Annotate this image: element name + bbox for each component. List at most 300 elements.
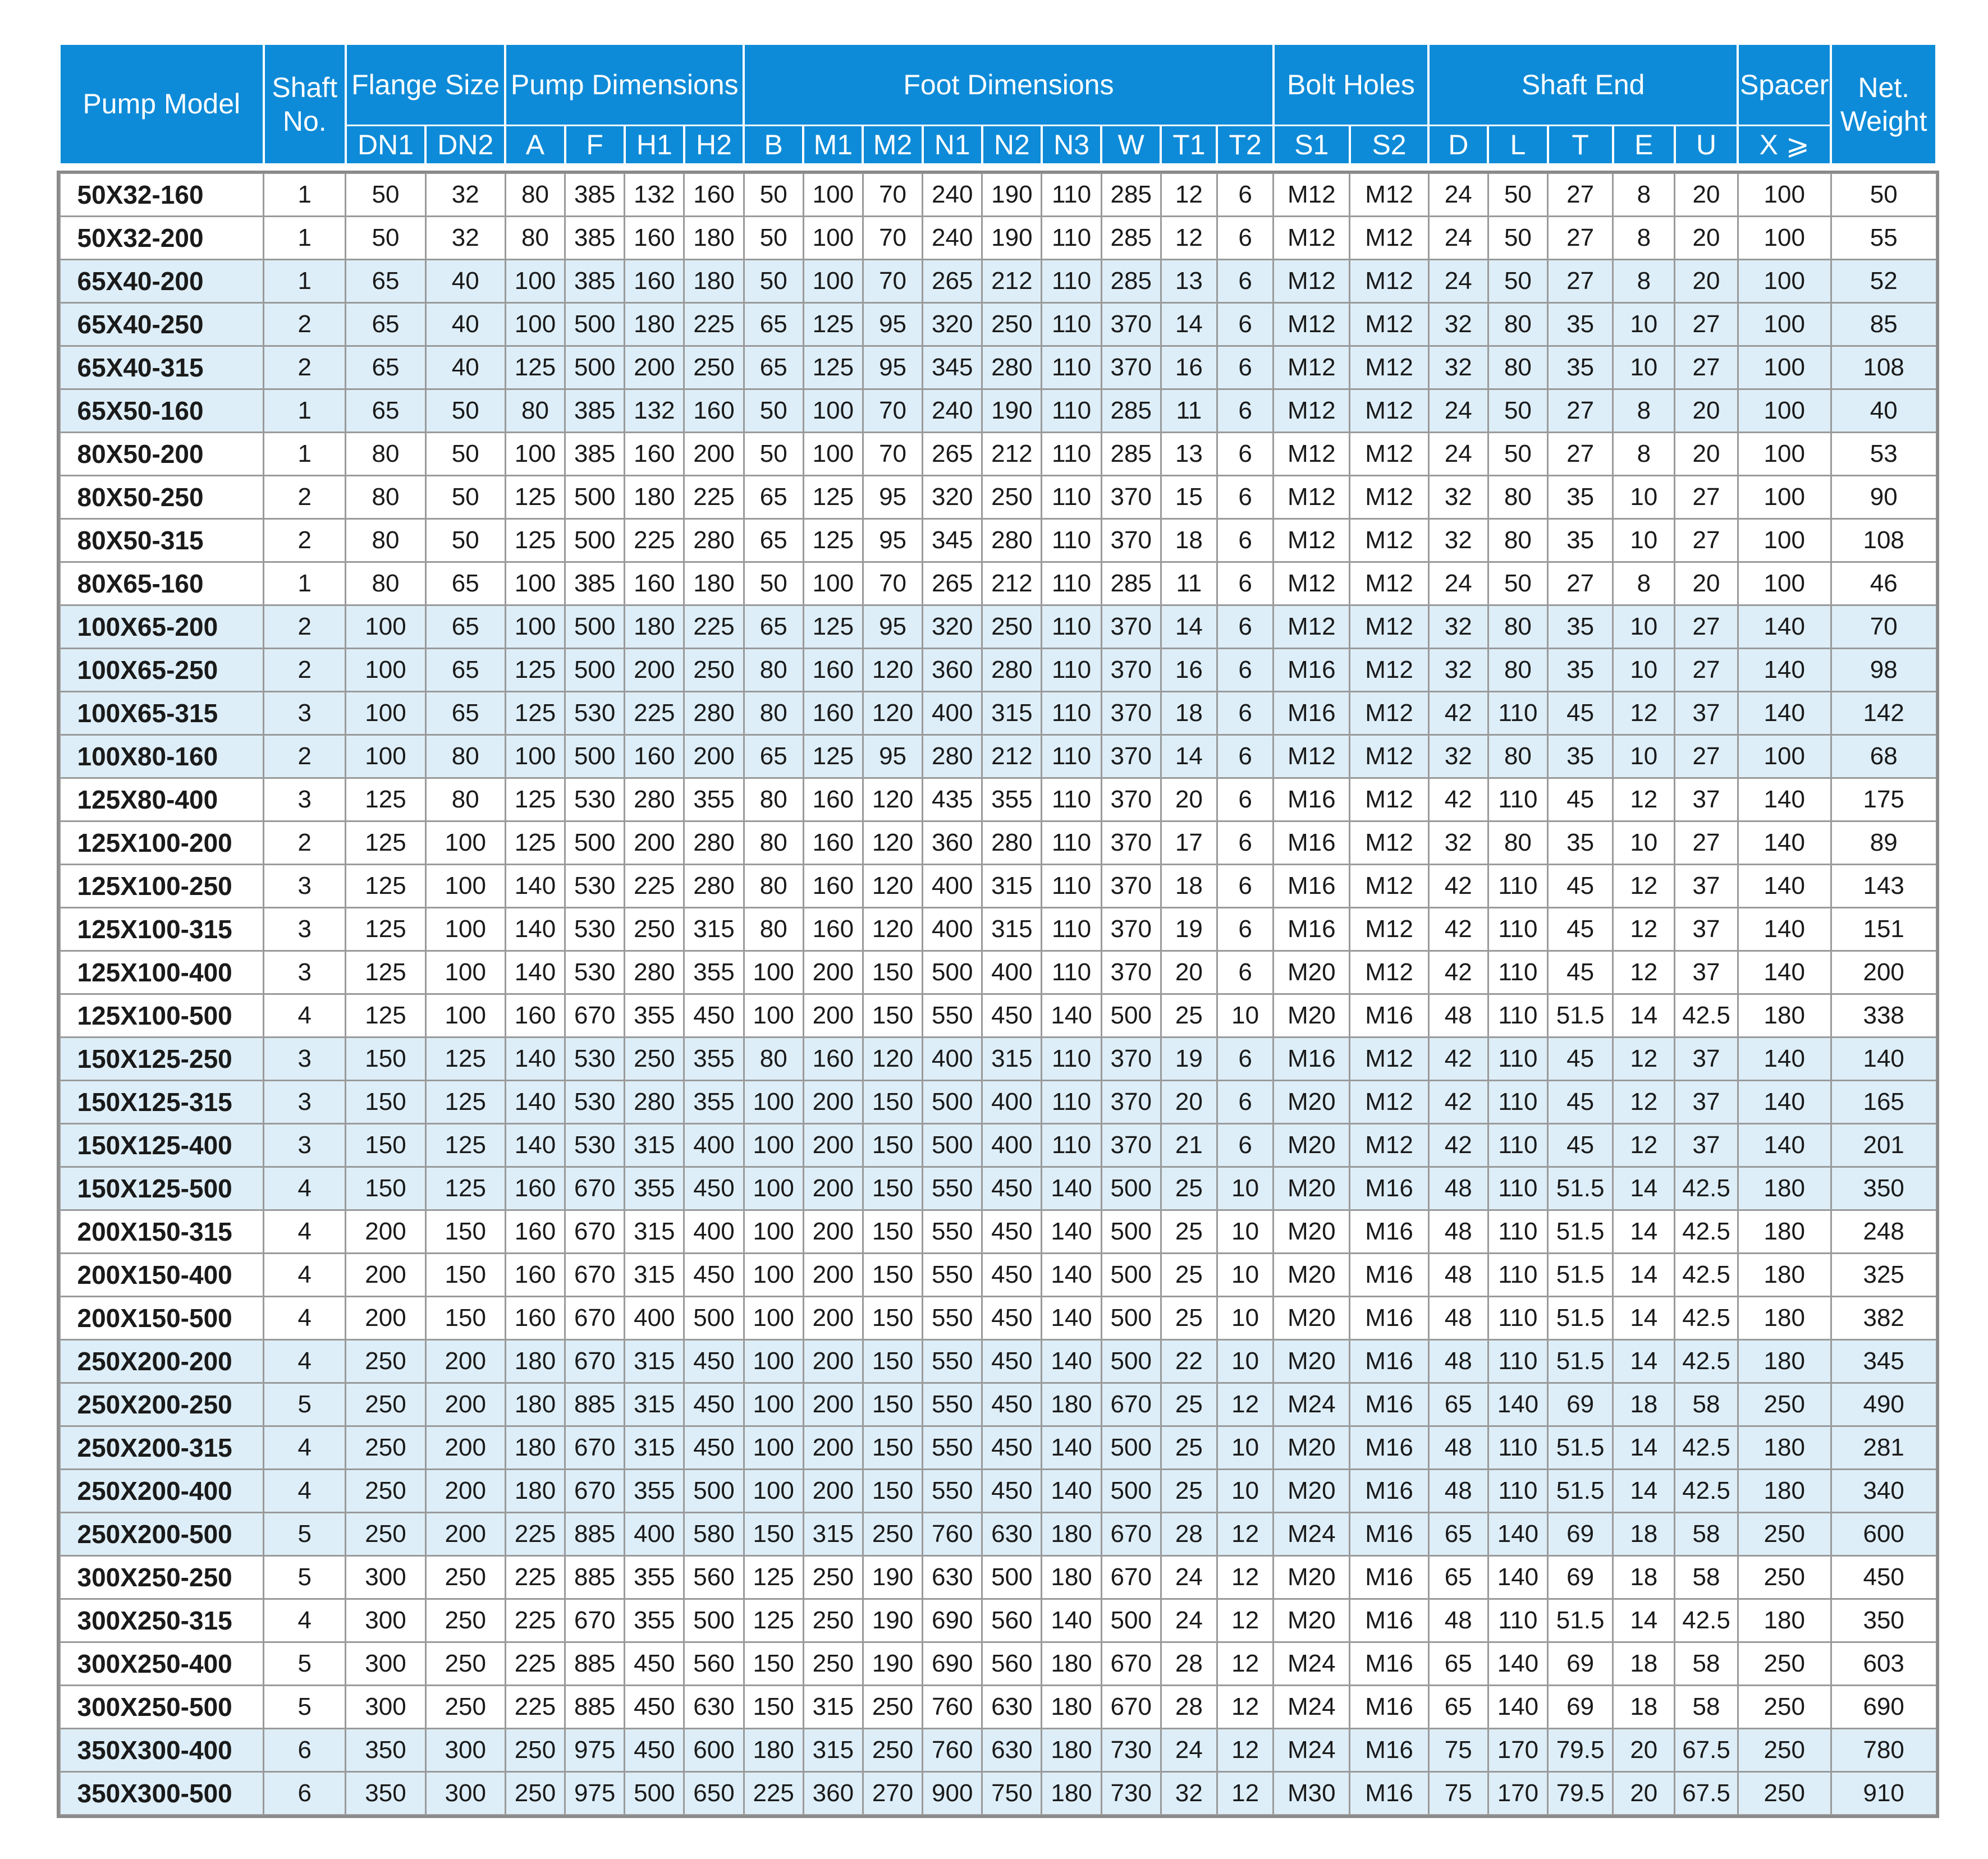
- table-cell: 110: [1042, 1038, 1101, 1081]
- subheader-cell: W: [1101, 126, 1161, 164]
- table-cell: 630: [684, 1686, 744, 1729]
- table-cell: 10: [1217, 1470, 1273, 1513]
- table-cell: 65: [346, 389, 425, 433]
- table-cell: 6: [1217, 173, 1273, 217]
- table-cell: 25: [1161, 1297, 1217, 1340]
- table-cell: 110: [1488, 1124, 1547, 1167]
- table-row: [59, 951, 1936, 994]
- table-cell: 10: [1217, 1210, 1273, 1254]
- table-cell: M12: [1350, 649, 1428, 692]
- table-cell: 25: [1161, 1254, 1217, 1297]
- table-cell: 125: [505, 476, 565, 519]
- table-cell: 140: [1738, 865, 1831, 908]
- table-cell: 100: [505, 303, 565, 346]
- table-cell: 37: [1675, 1124, 1738, 1167]
- table-cell: 160: [505, 1254, 565, 1297]
- header-flange-size: Flange Size: [346, 45, 506, 126]
- table-cell: 125: [346, 951, 425, 994]
- table-cell: 50: [425, 389, 505, 433]
- table-cell: 170: [1488, 1729, 1547, 1772]
- table-cell: 8: [1613, 173, 1675, 217]
- table-cell: 190: [863, 1556, 922, 1599]
- table-cell: 150: [425, 1254, 505, 1297]
- table-row: [59, 519, 1936, 562]
- table-cell: 18: [1613, 1383, 1675, 1426]
- pump-model-cell: 100X80-160: [59, 735, 264, 778]
- header-shaft-no-line1: Shaft: [272, 71, 338, 103]
- table-cell: 100: [803, 433, 863, 476]
- table-cell: 24: [1428, 260, 1488, 303]
- table-cell: 160: [625, 217, 684, 260]
- table-cell: 35: [1548, 476, 1613, 519]
- table-cell: 550: [923, 994, 982, 1038]
- table-cell: M16: [1350, 1254, 1428, 1297]
- table-cell: 28: [1161, 1513, 1217, 1556]
- table-cell: 285: [1101, 562, 1161, 605]
- table-cell: 120: [863, 821, 922, 865]
- table-cell: 110: [1042, 692, 1101, 735]
- table-cell: 250: [1738, 1772, 1831, 1815]
- table-cell: M16: [1350, 1642, 1428, 1686]
- table-cell: 450: [625, 1686, 684, 1729]
- pump-model-cell: 125X100-500: [59, 994, 264, 1038]
- table-cell: 180: [684, 562, 744, 605]
- table-cell: 20: [1675, 433, 1738, 476]
- table-cell: 360: [923, 821, 982, 865]
- table-row: [59, 1556, 1936, 1599]
- table-cell: 12: [1217, 1513, 1273, 1556]
- table-cell: 37: [1675, 1038, 1738, 1081]
- table-cell: 50: [1488, 260, 1547, 303]
- table-cell: 225: [625, 865, 684, 908]
- table-cell: 132: [625, 173, 684, 217]
- table-cell: 600: [684, 1729, 744, 1772]
- table-cell: 100: [1738, 389, 1831, 433]
- table-cell: 12: [1613, 951, 1675, 994]
- table-cell: 42.5: [1675, 1167, 1738, 1210]
- table-cell: 180: [1738, 1426, 1831, 1470]
- table-cell: 142: [1831, 692, 1936, 735]
- table-cell: 180: [1738, 1297, 1831, 1340]
- pump-model-cell: 150X125-315: [59, 1081, 264, 1124]
- table-cell: 110: [1042, 649, 1101, 692]
- table-cell: 2: [264, 649, 346, 692]
- table-cell: 100: [744, 1426, 803, 1470]
- subheader-cell: S1: [1274, 126, 1350, 164]
- table-cell: 2: [264, 303, 346, 346]
- table-cell: 48: [1428, 1470, 1488, 1513]
- table-cell: 6: [1217, 1081, 1273, 1124]
- table-cell: 370: [1101, 605, 1161, 649]
- table-cell: 400: [923, 1038, 982, 1081]
- table-cell: 285: [1101, 173, 1161, 217]
- table-cell: 50: [425, 433, 505, 476]
- table-cell: 150: [744, 1513, 803, 1556]
- table-cell: 300: [346, 1686, 425, 1729]
- table-cell: 32: [1428, 735, 1488, 778]
- table-cell: 45: [1548, 951, 1613, 994]
- table-cell: 285: [1101, 389, 1161, 433]
- table-cell: 65: [744, 303, 803, 346]
- table-cell: 3: [264, 908, 346, 951]
- table-cell: 370: [1101, 735, 1161, 778]
- table-cell: 125: [803, 346, 863, 389]
- table-row: [59, 778, 1936, 821]
- table-cell: 51.5: [1548, 1297, 1613, 1340]
- subheader-cell: L: [1488, 126, 1547, 164]
- table-cell: 80: [1488, 735, 1547, 778]
- table-cell: 325: [1831, 1254, 1936, 1297]
- table-cell: 100: [425, 865, 505, 908]
- table-cell: 14: [1613, 1297, 1675, 1340]
- table-cell: 69: [1548, 1383, 1613, 1426]
- pump-model-cell: 80X50-200: [59, 433, 264, 476]
- table-cell: 160: [625, 735, 684, 778]
- table-cell: 885: [565, 1686, 625, 1729]
- table-cell: 46: [1831, 562, 1936, 605]
- table-cell: 160: [803, 821, 863, 865]
- table-cell: 110: [1042, 476, 1101, 519]
- table-cell: 100: [1738, 346, 1831, 389]
- table-cell: M16: [1350, 1772, 1428, 1815]
- table-cell: M16: [1274, 865, 1350, 908]
- table-cell: 18: [1161, 692, 1217, 735]
- table-cell: 51.5: [1548, 1167, 1613, 1210]
- table-cell: 24: [1428, 433, 1488, 476]
- table-cell: 8: [1613, 433, 1675, 476]
- table-cell: 140: [1042, 1470, 1101, 1513]
- table-cell: 250: [425, 1642, 505, 1686]
- table-body: [59, 173, 1936, 1815]
- table-cell: 110: [1042, 260, 1101, 303]
- table-cell: 70: [863, 173, 922, 217]
- table-cell: 110: [1042, 735, 1101, 778]
- table-cell: M12: [1274, 605, 1350, 649]
- table-cell: 340: [1831, 1470, 1936, 1513]
- table-cell: 8: [1613, 217, 1675, 260]
- table-cell: 24: [1161, 1599, 1217, 1642]
- table-cell: 42: [1428, 778, 1488, 821]
- table-cell: 69: [1548, 1556, 1613, 1599]
- table-cell: 50: [1488, 562, 1547, 605]
- table-cell: M12: [1274, 562, 1350, 605]
- table-cell: 450: [625, 1729, 684, 1772]
- pump-model-cell: 65X50-160: [59, 389, 264, 433]
- table-cell: 530: [565, 778, 625, 821]
- table-cell: 42: [1428, 865, 1488, 908]
- table-cell: 40: [425, 346, 505, 389]
- table-cell: 100: [803, 562, 863, 605]
- table-cell: 300: [425, 1729, 505, 1772]
- table-cell: 18: [1161, 519, 1217, 562]
- table-cell: 400: [982, 1124, 1042, 1167]
- table-cell: 315: [625, 1210, 684, 1254]
- table-cell: 10: [1613, 346, 1675, 389]
- table-row: [59, 260, 1936, 303]
- pump-model-cell: 65X40-200: [59, 260, 264, 303]
- table-row: [59, 1383, 1936, 1426]
- table-cell: 500: [565, 649, 625, 692]
- table-cell: 65: [425, 649, 505, 692]
- table-cell: 100: [505, 605, 565, 649]
- table-cell: 200: [803, 1340, 863, 1383]
- table-cell: 25: [1161, 1470, 1217, 1513]
- table-cell: 140: [1042, 1297, 1101, 1340]
- table-cell: M16: [1274, 649, 1350, 692]
- table-cell: 14: [1161, 303, 1217, 346]
- table-cell: 280: [684, 865, 744, 908]
- table-cell: 17: [1161, 821, 1217, 865]
- table-cell: 550: [923, 1470, 982, 1513]
- table-cell: 6: [1217, 303, 1273, 346]
- table-cell: 212: [982, 433, 1042, 476]
- table-cell: 110: [1042, 173, 1101, 217]
- table-cell: 1: [264, 433, 346, 476]
- table-cell: 250: [863, 1729, 922, 1772]
- table-cell: 32: [1428, 605, 1488, 649]
- table-row: [59, 1297, 1936, 1340]
- table-cell: 65: [1428, 1556, 1488, 1599]
- table-cell: 250: [863, 1686, 922, 1729]
- table-cell: 6: [1217, 605, 1273, 649]
- table-cell: 385: [565, 260, 625, 303]
- table-cell: 35: [1548, 735, 1613, 778]
- table-cell: M16: [1350, 1599, 1428, 1642]
- table-cell: 300: [346, 1599, 425, 1642]
- table-cell: 12: [1161, 217, 1217, 260]
- table-cell: 180: [505, 1340, 565, 1383]
- table-cell: 35: [1548, 303, 1613, 346]
- table-cell: 80: [744, 908, 803, 951]
- table-cell: 100: [803, 389, 863, 433]
- table-cell: 200: [1831, 951, 1936, 994]
- table-cell: 110: [1488, 865, 1547, 908]
- table-cell: 42: [1428, 692, 1488, 735]
- table-cell: 100: [1738, 260, 1831, 303]
- table-cell: 16: [1161, 346, 1217, 389]
- table-cell: 58: [1675, 1513, 1738, 1556]
- table-cell: 225: [684, 605, 744, 649]
- table-cell: 200: [803, 1081, 863, 1124]
- table-cell: 350: [1831, 1167, 1936, 1210]
- table-cell: 140: [505, 1038, 565, 1081]
- table-cell: 450: [982, 1383, 1042, 1426]
- pump-model-cell: 350X300-400: [59, 1729, 264, 1772]
- table-cell: 42.5: [1675, 1297, 1738, 1340]
- table-cell: 150: [744, 1686, 803, 1729]
- table-cell: 27: [1548, 389, 1613, 433]
- table-cell: 160: [625, 260, 684, 303]
- table-cell: 20: [1613, 1772, 1675, 1815]
- table-cell: 45: [1548, 692, 1613, 735]
- table-cell: 32: [1428, 476, 1488, 519]
- table-cell: M20: [1274, 1254, 1350, 1297]
- table-cell: 65: [346, 260, 425, 303]
- table-cell: 125: [505, 346, 565, 389]
- table-cell: 550: [923, 1297, 982, 1340]
- table-cell: 200: [625, 821, 684, 865]
- table-cell: 24: [1428, 389, 1488, 433]
- table-cell: 1: [264, 217, 346, 260]
- table-cell: 600: [1831, 1513, 1936, 1556]
- table-cell: 550: [923, 1383, 982, 1426]
- table-cell: M16: [1350, 1383, 1428, 1426]
- pump-model-cell: 100X65-200: [59, 605, 264, 649]
- table-cell: 630: [982, 1686, 1042, 1729]
- table-cell: 12: [1613, 692, 1675, 735]
- subheader-cell: E: [1613, 126, 1675, 164]
- table-cell: M20: [1274, 1340, 1350, 1383]
- table-cell: 80: [1488, 519, 1547, 562]
- table-row: [59, 389, 1936, 433]
- table-cell: 12: [1613, 1038, 1675, 1081]
- table-cell: 3: [264, 1124, 346, 1167]
- table-cell: M16: [1350, 1426, 1428, 1470]
- table-cell: 450: [982, 1210, 1042, 1254]
- table-cell: 450: [625, 1642, 684, 1686]
- table-cell: 100: [1738, 519, 1831, 562]
- table-cell: 150: [863, 1210, 922, 1254]
- table-cell: 67.5: [1675, 1772, 1738, 1815]
- table-cell: 110: [1488, 1210, 1547, 1254]
- table-cell: 65: [744, 519, 803, 562]
- table-cell: 450: [684, 1254, 744, 1297]
- table-cell: 250: [505, 1729, 565, 1772]
- table-row: [59, 1513, 1936, 1556]
- table-row: [59, 562, 1936, 605]
- table-cell: 100: [803, 217, 863, 260]
- table-cell: M16: [1350, 1167, 1428, 1210]
- table-cell: 48: [1428, 1210, 1488, 1254]
- pump-model-cell: 200X150-500: [59, 1297, 264, 1340]
- table-cell: 3: [264, 1038, 346, 1081]
- table-cell: 6: [1217, 692, 1273, 735]
- table-row: [59, 303, 1936, 346]
- table-cell: 175: [1831, 778, 1936, 821]
- table-cell: 150: [863, 1124, 922, 1167]
- table-cell: 65: [346, 303, 425, 346]
- table-cell: 52: [1831, 260, 1936, 303]
- table-cell: 500: [565, 303, 625, 346]
- table-cell: 27: [1675, 519, 1738, 562]
- table-cell: 885: [565, 1556, 625, 1599]
- table-cell: 315: [803, 1729, 863, 1772]
- table-cell: 6: [1217, 865, 1273, 908]
- table-cell: 100: [346, 735, 425, 778]
- table-cell: 80: [744, 865, 803, 908]
- table-cell: 200: [803, 951, 863, 994]
- table-cell: 51.5: [1548, 994, 1613, 1038]
- table-cell: 350: [346, 1729, 425, 1772]
- table-cell: 385: [565, 562, 625, 605]
- table-cell: 58: [1675, 1642, 1738, 1686]
- table-row: [59, 1124, 1936, 1167]
- table-cell: 2: [264, 519, 346, 562]
- table-cell: 500: [684, 1599, 744, 1642]
- table-cell: 12: [1613, 865, 1675, 908]
- table-cell: 95: [863, 303, 922, 346]
- table-cell: 50: [425, 476, 505, 519]
- table-cell: 250: [346, 1470, 425, 1513]
- table-cell: 80: [346, 519, 425, 562]
- table-cell: 125: [803, 519, 863, 562]
- table-cell: M20: [1274, 1210, 1350, 1254]
- table-cell: 80: [1488, 346, 1547, 389]
- table-cell: 14: [1613, 1470, 1675, 1513]
- table-cell: 180: [1738, 1599, 1831, 1642]
- table-cell: 315: [625, 1340, 684, 1383]
- table-cell: 18: [1613, 1513, 1675, 1556]
- table-cell: 100: [505, 260, 565, 303]
- table-cell: 140: [1488, 1686, 1547, 1729]
- table-cell: 140: [1738, 778, 1831, 821]
- table-cell: 6: [1217, 433, 1273, 476]
- table-cell: 14: [1613, 1254, 1675, 1297]
- table-cell: M16: [1350, 1210, 1428, 1254]
- table-cell: 200: [346, 1297, 425, 1340]
- table-cell: 400: [684, 1124, 744, 1167]
- table-cell: 20: [1161, 1081, 1217, 1124]
- table-cell: 24: [1428, 217, 1488, 260]
- table-cell: 70: [863, 433, 922, 476]
- table-cell: 51.5: [1548, 1340, 1613, 1383]
- subheader-cell: N1: [923, 126, 982, 164]
- table-cell: 16: [1161, 649, 1217, 692]
- table-cell: 370: [1101, 692, 1161, 735]
- table-cell: 280: [684, 821, 744, 865]
- table-cell: 14: [1613, 1167, 1675, 1210]
- table-cell: 180: [625, 605, 684, 649]
- table-cell: 150: [863, 951, 922, 994]
- table-cell: M12: [1350, 389, 1428, 433]
- table-cell: 670: [565, 1167, 625, 1210]
- table-cell: 75: [1428, 1772, 1488, 1815]
- header-shaft-no: [264, 45, 346, 163]
- subheader-cell: D: [1428, 126, 1488, 164]
- table-cell: 125: [425, 1038, 505, 1081]
- table-cell: M16: [1350, 1297, 1428, 1340]
- table-cell: 180: [1738, 1210, 1831, 1254]
- table-cell: 110: [1488, 1254, 1547, 1297]
- table-cell: 12: [1217, 1729, 1273, 1772]
- table-cell: M12: [1350, 1081, 1428, 1124]
- table-cell: 40: [425, 260, 505, 303]
- table-cell: 65: [346, 346, 425, 389]
- table-cell: 630: [923, 1556, 982, 1599]
- table-cell: 27: [1675, 649, 1738, 692]
- subheader-cell: N2: [982, 126, 1042, 164]
- table-cell: 6: [1217, 389, 1273, 433]
- pump-spec-table: [58, 45, 1937, 1816]
- table-cell: 6: [1217, 562, 1273, 605]
- table-cell: 27: [1548, 433, 1613, 476]
- table-cell: 450: [684, 1383, 744, 1426]
- table-cell: 530: [565, 908, 625, 951]
- table-cell: 530: [565, 865, 625, 908]
- table-cell: 385: [565, 433, 625, 476]
- table-cell: 530: [565, 951, 625, 994]
- table-cell: 250: [982, 605, 1042, 649]
- subheader-cell: A: [505, 126, 565, 164]
- table-cell: 27: [1548, 260, 1613, 303]
- table-cell: 150: [863, 1426, 922, 1470]
- table-cell: 650: [684, 1772, 744, 1815]
- table-cell: 110: [1488, 1340, 1547, 1383]
- table-row: [59, 1686, 1936, 1729]
- table-cell: 14: [1613, 1599, 1675, 1642]
- table-cell: 975: [565, 1772, 625, 1815]
- table-cell: 20: [1161, 951, 1217, 994]
